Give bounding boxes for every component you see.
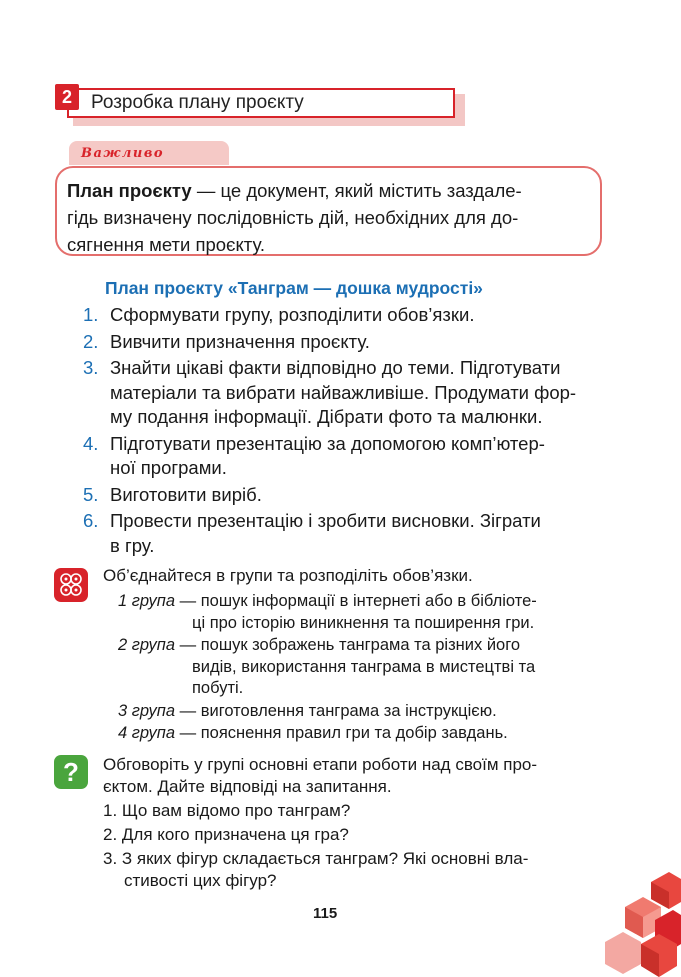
question-line: 1. Що вам відомо про танграм? [103,801,351,820]
definition-box [55,166,602,256]
discussion-line-1: Обговоріть у групі основні етапи роботи над своїм про- [103,755,538,774]
plan-item-line: му подання інформації. Дібрати фото та малюнки. [110,406,543,427]
group-label: 1 група [118,592,176,610]
plan-item [80,356,604,430]
group-item [118,701,603,723]
group-item [118,723,603,745]
group-description: — пояснення правил гри та добір завдань. [175,724,508,742]
question-line: 2. Для кого призначена ця гра? [103,825,349,844]
section-title: Розробка плану проєкту [67,88,455,118]
plan-item-line: матеріали та вибрати найважливіше. Продумати фор- [110,381,577,403]
group-label: 4 група [118,724,176,742]
plan-item [80,432,604,481]
group-first-line [118,723,603,745]
plan-item-number: 4. [83,432,99,454]
definition-line-2: гідь визначену послідовність дій, необхідних для до- [67,207,519,228]
plan-list [80,303,604,560]
plan-item-line: ної програми. [110,457,227,478]
group-first-line [118,635,603,657]
group-description: — пошук зображень танграма та різних його [175,636,521,654]
plan-item-number: 3. [83,357,99,378]
plan-item-line: в гру. [110,534,155,556]
group-first-line [118,701,603,723]
groups-list [118,591,603,746]
plan-item-number: 6. [83,510,99,531]
plan-item [80,330,604,355]
plan-item [80,483,604,508]
question-item [103,824,603,846]
question-item [103,800,603,822]
plan-title: План проєкту «Танграм — дошка мудрості» [105,278,483,298]
group-description-cont: видів, використання танграма в мистецтві та [192,657,536,676]
plan-item-number: 1. [83,304,99,325]
question-line: стивості цих фігур? [124,871,277,890]
plan-item-line: Підготувати презентацію за допомогою комп’ютер- [110,432,545,454]
group-description-cont: ці про історію виникнення та поширення гри. [192,613,535,632]
group-intro: Об’єднайтеся в групи та розподіліть обов’язки. [103,566,473,585]
plan-item-line: Знайти цікаві факти відповідно до теми. Підготувати [110,357,561,378]
question-icon: ? [54,755,88,789]
group-item [118,635,603,700]
plan-item-line: Провести презентацію і зробити висновки. Зіграти [110,510,541,531]
question-item [103,848,603,892]
important-label: Важливо [69,141,229,165]
question-line: 3. З яких фігур складається танграм? Які основні вла- [103,849,529,868]
definition-line-3: сягнення мети проєкту. [67,234,266,255]
plan-item [80,303,604,328]
questions-list [103,800,603,894]
discussion-line-2: єктом. Дайте відповіді на запитання. [103,777,392,796]
group-first-line [118,591,603,613]
group-description: — пошук інформації в інтернеті або в бібліоте- [175,592,537,610]
group-work-icon [54,568,88,602]
plan-item-line: Вивчити призначення проєкту. [110,330,370,352]
discussion-text [103,754,603,798]
group-description-cont: побуті. [192,679,244,697]
definition-line-1: План проєкту — це документ, який містить заздале- [67,180,522,201]
plan-item-line: Виготовити виріб. [110,483,262,505]
plan-item-number: 2. [83,330,99,352]
section-header [55,84,465,130]
plan-item [80,509,604,558]
group-label: 2 група [118,636,176,654]
decorative-cubes-icon [605,872,681,977]
group-item [118,591,603,634]
group-label: 3 група [118,701,176,720]
section-number-badge: 2 [55,84,79,110]
definition-term: План проєкту [67,180,192,201]
page-number: 115 [313,905,338,922]
plan-item-number: 5. [83,483,99,505]
plan-item-line: Сформувати групу, розподілити обов’язки. [110,304,475,325]
group-description: — виготовлення танграма за інструкцією. [175,701,497,720]
